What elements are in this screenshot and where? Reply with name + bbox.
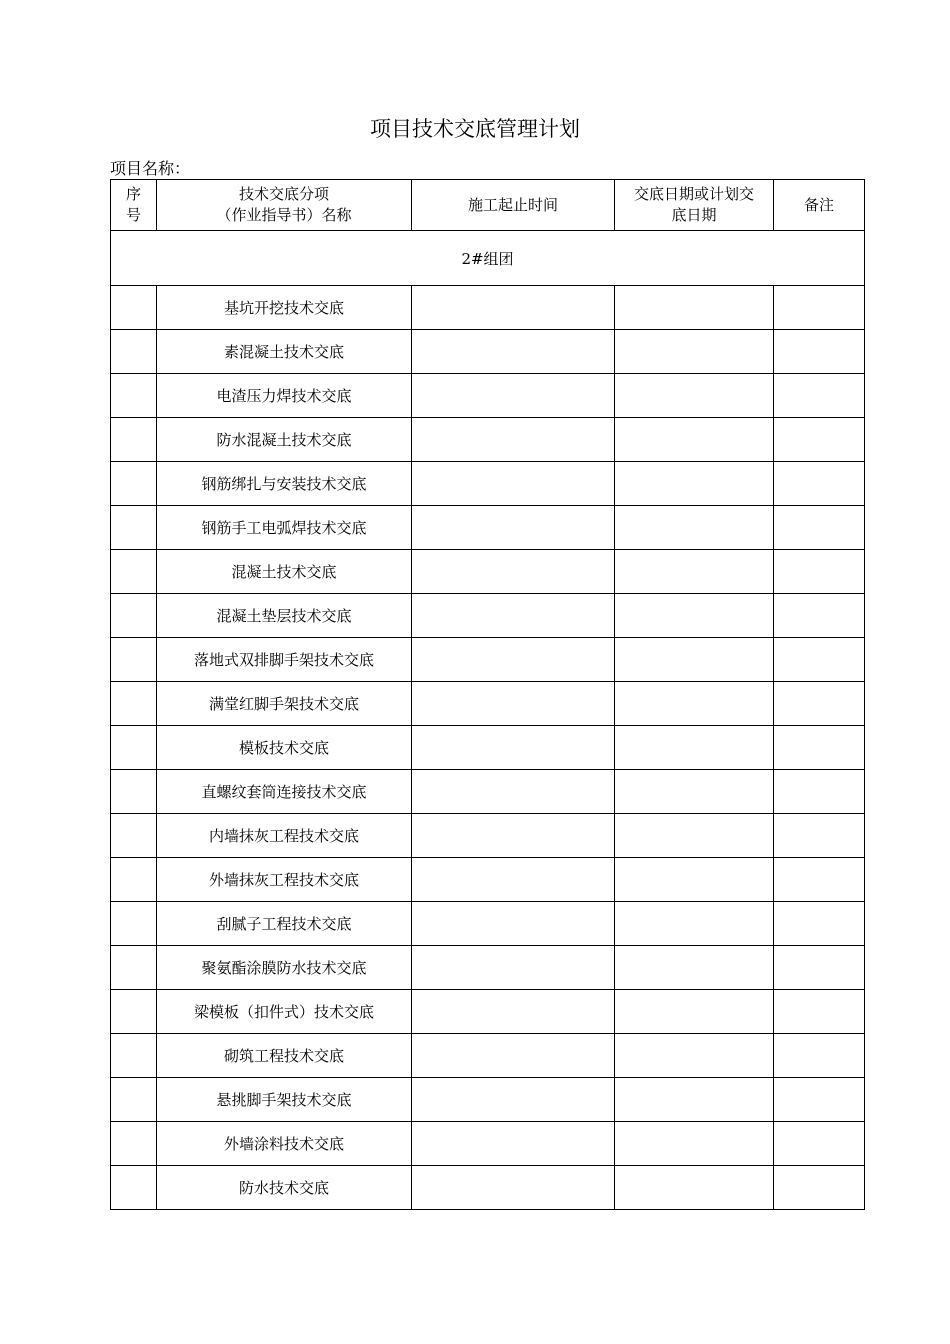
row-date-cell	[615, 286, 774, 330]
row-item-name: 防水技术交底	[157, 1166, 412, 1210]
header-seq-line1: 序	[125, 185, 141, 203]
row-remark-cell	[774, 506, 865, 550]
table-row	[111, 1166, 865, 1210]
table-row	[111, 638, 865, 682]
row-item-name: 外墙涂料技术交底	[157, 1122, 412, 1166]
row-date-cell	[615, 550, 774, 594]
row-date-cell	[615, 814, 774, 858]
row-period-cell	[412, 550, 615, 594]
row-period-cell	[412, 1166, 615, 1210]
row-period-cell	[412, 1034, 615, 1078]
row-date-cell	[615, 946, 774, 990]
row-seq-cell	[111, 462, 157, 506]
row-seq-cell	[111, 1078, 157, 1122]
row-seq-cell	[111, 770, 157, 814]
row-period-cell	[412, 770, 615, 814]
table-row	[111, 374, 865, 418]
row-date-cell	[615, 990, 774, 1034]
table-row	[111, 858, 865, 902]
group-label: 2#组团	[111, 231, 865, 286]
table-row	[111, 770, 865, 814]
header-remark: 备注	[774, 180, 865, 231]
table-row	[111, 814, 865, 858]
table-row	[111, 682, 865, 726]
row-date-cell	[615, 682, 774, 726]
row-period-cell	[412, 418, 615, 462]
row-seq-cell	[111, 858, 157, 902]
row-date-cell	[615, 1166, 774, 1210]
row-item-name: 钢筋绑扎与安装技术交底	[157, 462, 412, 506]
row-seq-cell	[111, 638, 157, 682]
row-seq-cell	[111, 682, 157, 726]
row-remark-cell	[774, 682, 865, 726]
header-seq-line2: 号	[125, 206, 141, 224]
row-date-cell	[615, 638, 774, 682]
row-seq-cell	[111, 1034, 157, 1078]
row-remark-cell	[774, 418, 865, 462]
row-date-cell	[615, 770, 774, 814]
table-row	[111, 1122, 865, 1166]
row-date-cell	[615, 374, 774, 418]
row-remark-cell	[774, 726, 865, 770]
row-item-name: 混凝土垫层技术交底	[157, 594, 412, 638]
row-remark-cell	[774, 1122, 865, 1166]
row-item-name: 砌筑工程技术交底	[157, 1034, 412, 1078]
row-period-cell	[412, 638, 615, 682]
row-date-cell	[615, 418, 774, 462]
row-period-cell	[412, 506, 615, 550]
row-period-cell	[412, 1078, 615, 1122]
row-seq-cell	[111, 330, 157, 374]
table-row	[111, 330, 865, 374]
row-remark-cell	[774, 550, 865, 594]
row-seq-cell	[111, 594, 157, 638]
header-seq	[111, 180, 157, 231]
table-row	[111, 550, 865, 594]
group-row	[111, 231, 865, 286]
row-item-name: 防水混凝土技术交底	[157, 418, 412, 462]
row-item-name: 混凝土技术交底	[157, 550, 412, 594]
row-period-cell	[412, 858, 615, 902]
row-remark-cell	[774, 286, 865, 330]
header-date-line2: 底日期	[671, 206, 717, 224]
row-remark-cell	[774, 1078, 865, 1122]
row-item-name: 悬挑脚手架技术交底	[157, 1078, 412, 1122]
project-name-label: 项目名称：	[110, 159, 191, 178]
table-row	[111, 990, 865, 1034]
header-item-name	[157, 180, 412, 231]
row-item-name: 刮腻子工程技术交底	[157, 902, 412, 946]
row-remark-cell	[774, 858, 865, 902]
header-construction-period: 施工起止时间	[412, 180, 615, 231]
document-title: 项目技术交底管理计划	[370, 117, 580, 141]
header-date-line1: 交底日期或计划交	[633, 185, 754, 203]
row-period-cell	[412, 990, 615, 1034]
row-item-name: 梁模板（扣件式）技术交底	[157, 990, 412, 1034]
table-row	[111, 902, 865, 946]
header-briefing-date	[615, 180, 774, 231]
row-date-cell	[615, 506, 774, 550]
table-row	[111, 462, 865, 506]
row-period-cell	[412, 330, 615, 374]
row-remark-cell	[774, 990, 865, 1034]
row-seq-cell	[111, 946, 157, 990]
table-row	[111, 1078, 865, 1122]
row-period-cell	[412, 594, 615, 638]
row-seq-cell	[111, 990, 157, 1034]
row-period-cell	[412, 1122, 615, 1166]
table-row	[111, 946, 865, 990]
row-remark-cell	[774, 330, 865, 374]
row-seq-cell	[111, 726, 157, 770]
row-item-name: 素混凝土技术交底	[157, 330, 412, 374]
row-item-name: 聚氨酯涂膜防水技术交底	[157, 946, 412, 990]
table-row	[111, 506, 865, 550]
table-row	[111, 418, 865, 462]
row-remark-cell	[774, 462, 865, 506]
row-seq-cell	[111, 814, 157, 858]
row-period-cell	[412, 902, 615, 946]
row-date-cell	[615, 902, 774, 946]
row-seq-cell	[111, 286, 157, 330]
row-item-name: 电渣压力焊技术交底	[157, 374, 412, 418]
briefing-plan-table	[110, 179, 865, 1210]
row-date-cell	[615, 1034, 774, 1078]
row-remark-cell	[774, 638, 865, 682]
row-remark-cell	[774, 1166, 865, 1210]
row-period-cell	[412, 462, 615, 506]
row-date-cell	[615, 726, 774, 770]
row-date-cell	[615, 1078, 774, 1122]
row-item-name: 落地式双排脚手架技术交底	[157, 638, 412, 682]
row-date-cell	[615, 462, 774, 506]
row-item-name: 钢筋手工电弧焊技术交底	[157, 506, 412, 550]
row-item-name: 基坑开挖技术交底	[157, 286, 412, 330]
row-remark-cell	[774, 594, 865, 638]
header-item-line1: 技术交底分项	[238, 185, 329, 203]
row-period-cell	[412, 726, 615, 770]
row-period-cell	[412, 682, 615, 726]
table-row	[111, 726, 865, 770]
row-item-name: 满堂红脚手架技术交底	[157, 682, 412, 726]
row-seq-cell	[111, 1122, 157, 1166]
row-period-cell	[412, 286, 615, 330]
row-seq-cell	[111, 418, 157, 462]
row-remark-cell	[774, 374, 865, 418]
table-header-row	[111, 180, 865, 231]
row-item-name: 模板技术交底	[157, 726, 412, 770]
row-remark-cell	[774, 946, 865, 990]
row-remark-cell	[774, 814, 865, 858]
row-seq-cell	[111, 902, 157, 946]
row-seq-cell	[111, 506, 157, 550]
row-period-cell	[412, 814, 615, 858]
row-remark-cell	[774, 770, 865, 814]
row-item-name: 直螺纹套筒连接技术交底	[157, 770, 412, 814]
table-row	[111, 1034, 865, 1078]
header-item-line2: （作业指导书）名称	[216, 206, 352, 224]
row-remark-cell	[774, 1034, 865, 1078]
row-seq-cell	[111, 374, 157, 418]
row-remark-cell	[774, 902, 865, 946]
row-seq-cell	[111, 1166, 157, 1210]
row-item-name: 外墙抹灰工程技术交底	[157, 858, 412, 902]
row-date-cell	[615, 858, 774, 902]
table-row	[111, 594, 865, 638]
row-item-name: 内墙抹灰工程技术交底	[157, 814, 412, 858]
row-date-cell	[615, 1122, 774, 1166]
row-date-cell	[615, 594, 774, 638]
table-row	[111, 286, 865, 330]
row-seq-cell	[111, 550, 157, 594]
row-period-cell	[412, 946, 615, 990]
row-date-cell	[615, 330, 774, 374]
row-period-cell	[412, 374, 615, 418]
